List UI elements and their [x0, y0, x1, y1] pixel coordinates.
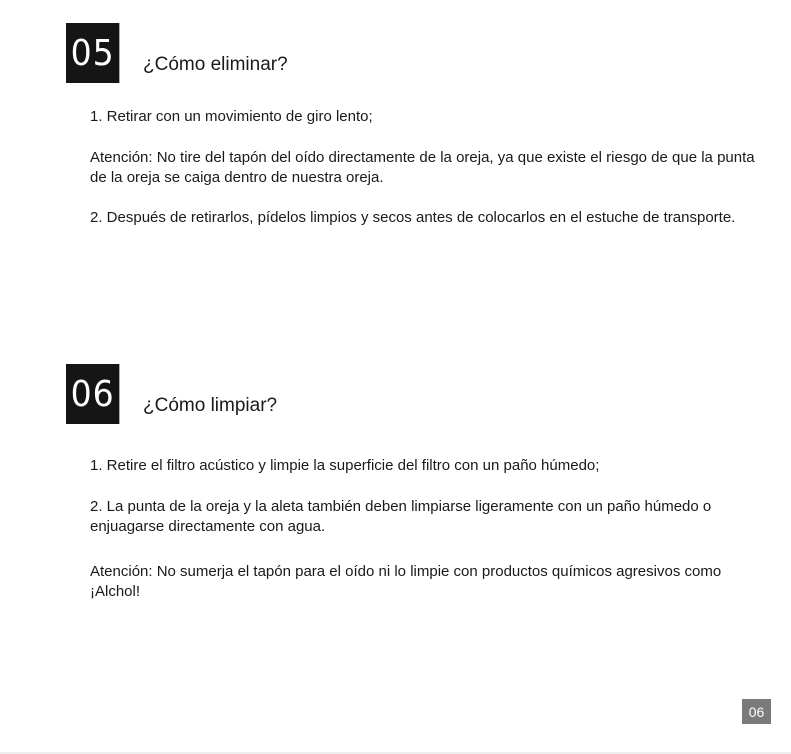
attention-note: Atención: No tire del tapón del oído directamente de la oreja, ya que existe el riesgo de que la punta de la oreja se caiga dentro de nuestra oreja.	[90, 149, 755, 186]
section-title: ¿Cómo eliminar?	[143, 54, 288, 75]
page-number-badge: 06	[742, 699, 771, 724]
instruction-step: 2. Después de retirarlos, pídelos limpios y secos antes de colocarlos en el estuche de transporte.	[90, 209, 736, 226]
section-number-badge: 05	[66, 23, 119, 83]
section-number-badge: 06	[66, 364, 119, 424]
instruction-step: 1. Retirar con un movimiento de giro lento;	[90, 108, 373, 125]
instruction-step: 2. La punta de la oreja y la aleta también deben limpiarse ligeramente con un paño húmedo o enjuagarse directamente con agua.	[90, 498, 712, 535]
attention-note: Atención: No sumerja el tapón para el oído ni lo limpie con productos químicos agresivos como ¡Alchol!	[90, 563, 722, 600]
instruction-step: 1. Retire el filtro acústico y limpie la superficie del filtro con un paño húmedo;	[90, 457, 600, 474]
section-title: ¿Cómo limpiar?	[143, 395, 278, 416]
